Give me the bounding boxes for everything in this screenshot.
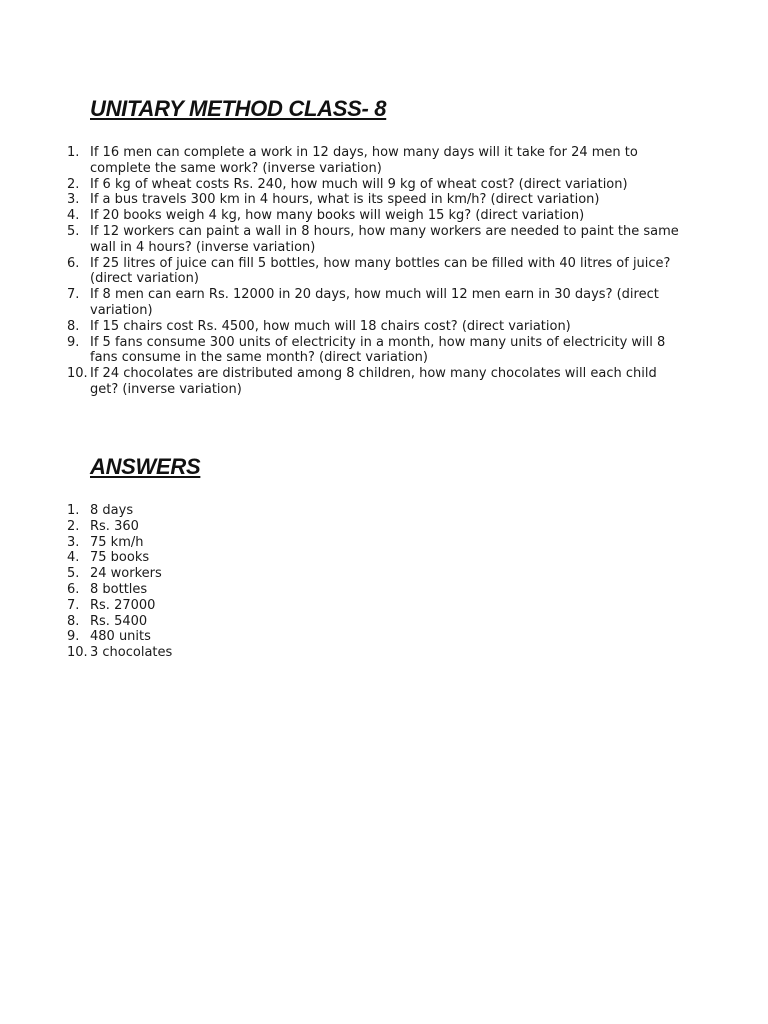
question-item [0, 256, 700, 288]
question-number: 5. [67, 223, 80, 239]
answer-number: 9. [67, 629, 80, 645]
question-item [0, 319, 700, 335]
question-number: 1. [67, 145, 80, 160]
answer-item [0, 566, 700, 582]
question-item [0, 287, 700, 319]
question-item [0, 145, 700, 177]
question-item [0, 177, 700, 193]
answer-number: 6. [67, 581, 80, 597]
question-text: If 15 chairs cost Rs. 4500, how much will 18 chairs cost? (direct variation) [90, 318, 571, 334]
question-number: 4. [67, 208, 80, 224]
answers-heading: ANSWERS [90, 454, 201, 479]
answer-text: 24 workers [90, 566, 162, 582]
answer-number: 10. [67, 645, 88, 661]
answer-item [0, 645, 700, 661]
answer-text: Rs. 27000 [90, 597, 156, 613]
question-number: 10. [67, 366, 88, 382]
answer-item [0, 629, 700, 645]
page-title: UNITARY METHOD CLASS- 8 [90, 96, 387, 121]
questions-list [0, 145, 700, 398]
question-number: 6. [67, 255, 80, 271]
answer-text: 3 chocolates [90, 645, 173, 661]
answer-text: 75 books [90, 550, 150, 566]
question-text: If 24 chocolates are distributed among 8 children, how many chocolates will each child get? (inverse variation) [90, 366, 657, 397]
question-number: 7. [67, 287, 80, 303]
question-item [0, 192, 700, 208]
answer-number: 8. [67, 613, 80, 629]
question-text: If 16 men can complete a work in 12 days, how many days will it take for 24 men to complete the same work? (inverse variation) [90, 145, 638, 176]
answer-item [0, 519, 700, 535]
answer-number: 5. [67, 566, 80, 582]
question-item [0, 366, 700, 398]
answer-item [0, 535, 700, 551]
answer-text: Rs. 360 [90, 518, 139, 534]
question-number: 3. [67, 192, 80, 208]
question-text: If 8 men can earn Rs. 12000 in 20 days, how much will 12 men earn in 30 days? (direct variation) [90, 287, 659, 318]
question-number: 8. [67, 318, 80, 334]
answer-item [0, 550, 700, 566]
answer-number: 4. [67, 550, 80, 566]
question-text: If a bus travels 300 km in 4 hours, what is its speed in km/h? (direct variation) [90, 192, 600, 208]
answer-text: 8 days [90, 503, 134, 518]
answer-text: 480 units [90, 629, 151, 645]
answer-text: Rs. 5400 [90, 613, 148, 629]
question-text: If 20 books weigh 4 kg, how many books will weigh 15 kg? (direct variation) [90, 208, 585, 224]
answer-text: 75 km/h [90, 534, 144, 550]
question-number: 2. [67, 176, 80, 192]
answer-number: 7. [67, 597, 80, 613]
question-number: 9. [67, 334, 80, 350]
question-item [0, 224, 700, 256]
answer-item [0, 503, 700, 519]
answer-item [0, 582, 700, 598]
question-text: If 5 fans consume 300 units of electricity in a month, how many units of electricity will 8 fans consume in the same month? (direct variation) [90, 334, 666, 366]
question-text: If 12 workers can paint a wall in 8 hours, how many workers are needed to paint the same wall in 4 hours? (inverse variation) [90, 223, 679, 255]
answer-item [0, 614, 700, 630]
question-text: If 25 litres of juice can fill 5 bottles, how many bottles can be filled with 40 litres of juice? (direct variation) [90, 255, 671, 287]
answer-item [0, 598, 700, 614]
question-item [0, 208, 700, 224]
answer-number: 3. [67, 534, 80, 550]
answers-list [0, 503, 700, 661]
answer-text: 8 bottles [90, 581, 148, 597]
question-text: If 6 kg of wheat costs Rs. 240, how much will 9 kg of wheat cost? (direct variation) [90, 176, 628, 192]
question-item [0, 335, 700, 367]
answer-number: 1. [67, 503, 80, 518]
answer-number: 2. [67, 518, 80, 534]
